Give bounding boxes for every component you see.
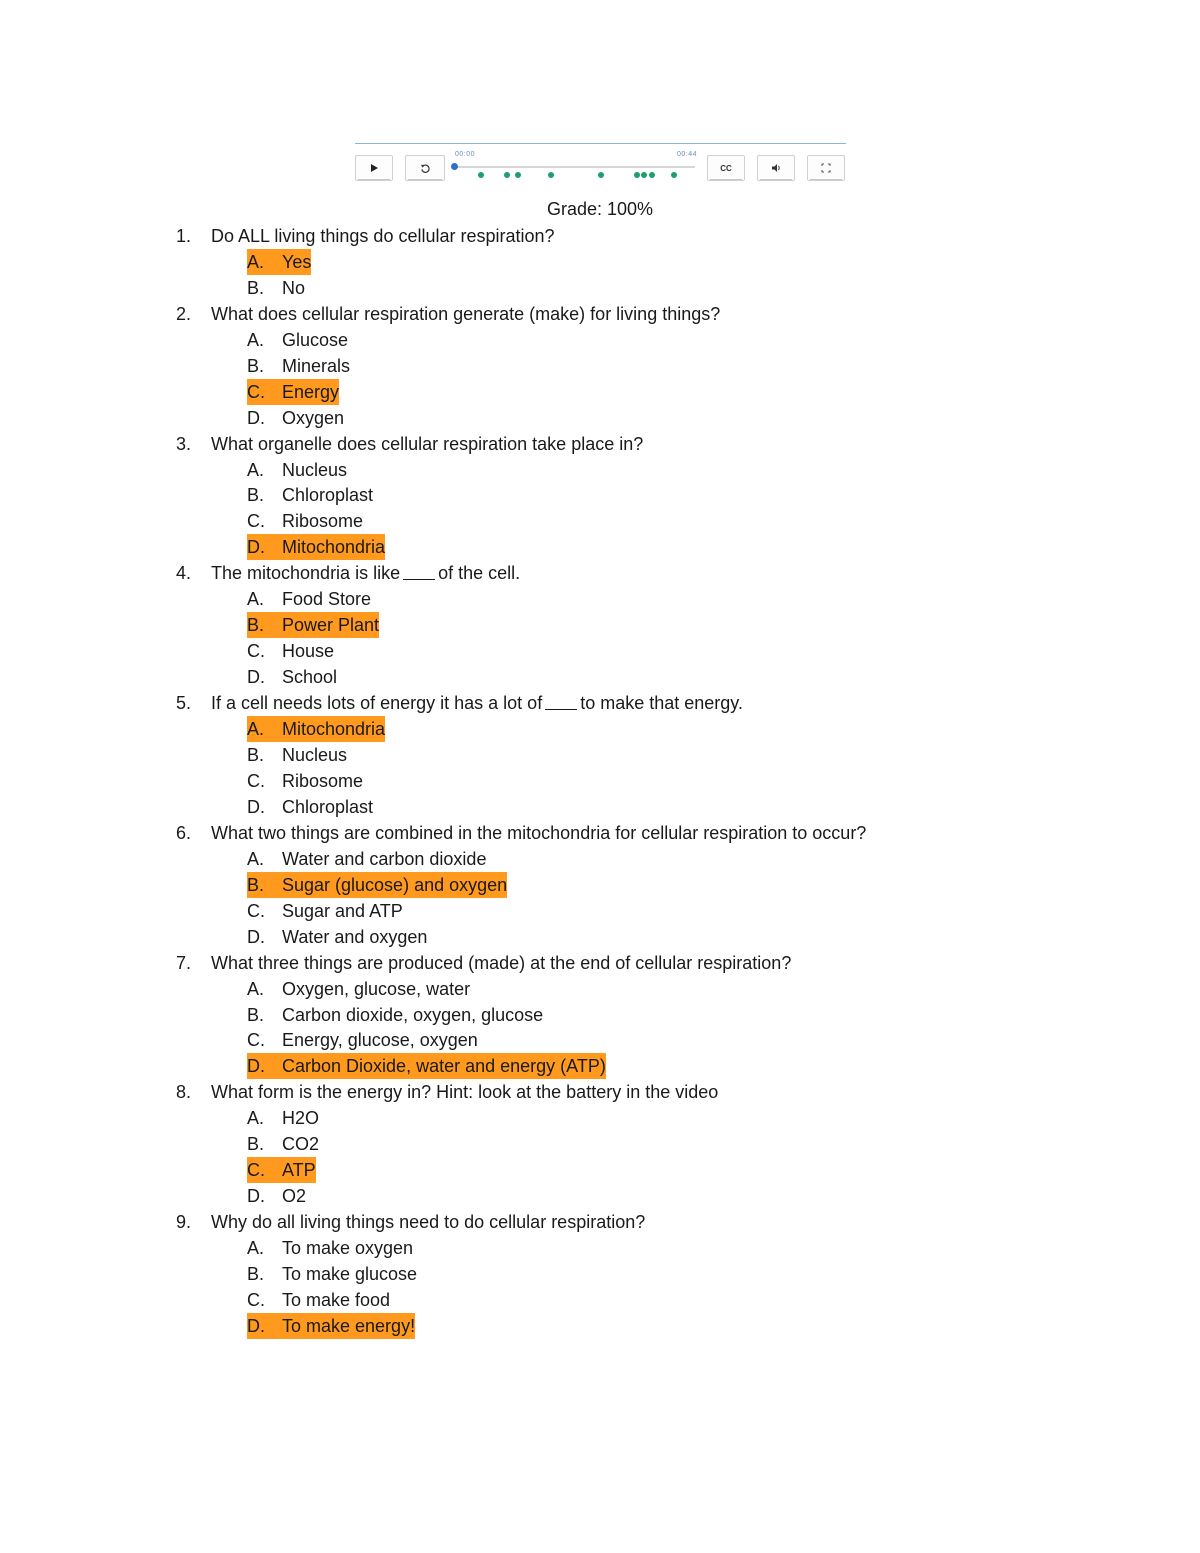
option-text: To make oxygen xyxy=(282,1238,414,1258)
option-text: ATP xyxy=(282,1160,316,1180)
volume-icon xyxy=(771,163,782,173)
option-letter: D. xyxy=(247,537,265,557)
option-letter: A. xyxy=(247,1108,265,1128)
option-letter: B. xyxy=(247,278,265,298)
correct-answer-highlight xyxy=(247,872,507,898)
question-number: 7. xyxy=(176,953,192,973)
option-text: Water and oxygen xyxy=(282,927,428,947)
timeline-marker[interactable] xyxy=(671,172,677,178)
option-text: Ribosome xyxy=(282,511,364,531)
question-number: 2. xyxy=(176,304,192,324)
option-letter: B. xyxy=(247,615,265,635)
captions-button[interactable] xyxy=(707,155,745,181)
question-number: 8. xyxy=(176,1082,192,1102)
option-letter: D. xyxy=(247,927,265,947)
question-text: What does cellular respiration generate (make) for living things? xyxy=(211,304,721,324)
captions-label: CC xyxy=(720,163,732,173)
option-letter: A. xyxy=(247,979,265,999)
option-text: Oxygen xyxy=(282,408,345,428)
option-text: Sugar and ATP xyxy=(282,901,403,921)
grade-heading: Grade: 100% xyxy=(546,199,654,219)
timeline-marker[interactable] xyxy=(548,172,554,178)
option-letter: C. xyxy=(247,1160,265,1180)
option-text: Nucleus xyxy=(282,460,348,480)
question-number: 1. xyxy=(176,226,192,246)
question-text: What organelle does cellular respiration take place in? xyxy=(211,434,644,454)
option-letter: A. xyxy=(247,252,265,272)
option-letter: B. xyxy=(247,485,265,505)
option-letter: A. xyxy=(247,460,265,480)
answer-row xyxy=(247,275,305,301)
option-letter: D. xyxy=(247,797,265,817)
answer-row xyxy=(247,1002,543,1028)
option-text: Chloroplast xyxy=(282,797,374,817)
timeline-marker[interactable] xyxy=(598,172,604,178)
question-number: 5. xyxy=(176,693,192,713)
question-text xyxy=(211,560,520,586)
answer-row xyxy=(247,353,350,379)
option-letter: C. xyxy=(247,382,265,402)
option-text: Glucose xyxy=(282,330,349,350)
option-letter: C. xyxy=(247,901,265,921)
volume-button[interactable] xyxy=(757,155,795,181)
option-letter: D. xyxy=(247,1186,265,1206)
answer-row xyxy=(247,638,334,664)
answer-row xyxy=(247,1027,478,1053)
option-text: School xyxy=(282,667,338,687)
option-text: H2O xyxy=(282,1108,320,1128)
question-text: Why do all living things need to do cellular respiration? xyxy=(211,1212,646,1232)
answer-row xyxy=(247,1183,306,1209)
option-text: Sugar (glucose) and oxygen xyxy=(282,875,508,895)
option-text: House xyxy=(282,641,335,661)
option-text: Chloroplast xyxy=(282,485,374,505)
question-text: What three things are produced (made) at the end of cellular respiration? xyxy=(211,953,792,973)
answer-row xyxy=(247,898,403,924)
answer-row xyxy=(247,1287,390,1313)
correct-answer-highlight xyxy=(247,612,379,638)
question-number: 6. xyxy=(176,823,192,843)
option-letter: D. xyxy=(247,667,265,687)
timeline-marker[interactable] xyxy=(634,172,640,178)
answer-row xyxy=(247,924,427,950)
answer-row xyxy=(247,664,337,690)
answer-row xyxy=(247,1105,319,1131)
option-text: Carbon dioxide, oxygen, glucose xyxy=(282,1005,544,1025)
option-letter: C. xyxy=(247,771,265,791)
option-letter: D. xyxy=(247,408,265,428)
timeline-marker[interactable] xyxy=(515,172,521,178)
option-text: O2 xyxy=(282,1186,307,1206)
fill-in-blank xyxy=(545,691,577,710)
option-text: To make energy! xyxy=(282,1316,416,1336)
time-current: 00:00 xyxy=(455,151,476,158)
video-player xyxy=(355,143,846,185)
answer-row xyxy=(247,457,347,483)
answer-row xyxy=(247,508,363,534)
correct-answer-highlight xyxy=(247,1053,606,1079)
answer-row xyxy=(247,586,371,612)
answer-row xyxy=(247,482,373,508)
option-text: Carbon Dioxide, water and energy (ATP) xyxy=(282,1056,606,1076)
option-text: Energy, glucose, oxygen xyxy=(282,1030,478,1050)
option-letter: C. xyxy=(247,511,265,531)
question-text: What form is the energy in? Hint: look at the battery in the video xyxy=(211,1082,719,1102)
fullscreen-icon xyxy=(821,163,831,173)
correct-answer-highlight xyxy=(247,534,385,560)
option-text: Water and carbon dioxide xyxy=(282,849,487,869)
seek-bar[interactable] xyxy=(453,166,695,168)
question-text-before: If a cell needs lots of energy it has a lot of xyxy=(211,693,543,713)
answer-row xyxy=(247,327,348,353)
option-letter: B. xyxy=(247,745,265,765)
fullscreen-button[interactable] xyxy=(807,155,845,181)
option-text: To make food xyxy=(282,1290,391,1310)
option-text: Ribosome xyxy=(282,771,364,791)
play-icon xyxy=(369,163,379,173)
option-letter: D. xyxy=(247,1316,265,1336)
question-text: Do ALL living things do cellular respiration? xyxy=(211,226,555,246)
question-text-after: to make that energy. xyxy=(580,693,743,713)
replay-button[interactable] xyxy=(405,155,445,181)
answer-row xyxy=(247,742,347,768)
question-text-after: of the cell. xyxy=(438,563,521,583)
option-letter: C. xyxy=(247,1290,265,1310)
option-letter: B. xyxy=(247,1005,265,1025)
answer-row xyxy=(247,1235,413,1261)
option-letter: D. xyxy=(247,1056,265,1076)
option-letter: C. xyxy=(247,641,265,661)
question-number: 9. xyxy=(176,1212,192,1232)
correct-answer-highlight xyxy=(247,1157,316,1183)
option-letter: B. xyxy=(247,1264,265,1284)
option-text: Power Plant xyxy=(282,615,380,635)
timeline-marker[interactable] xyxy=(478,172,484,178)
option-letter: C. xyxy=(247,1030,265,1050)
option-letter: A. xyxy=(247,719,265,739)
question-number: 3. xyxy=(176,434,192,454)
correct-answer-highlight xyxy=(247,379,339,405)
option-text: Energy xyxy=(282,382,340,402)
correct-answer-highlight xyxy=(247,716,385,742)
answer-row xyxy=(247,846,486,872)
option-text: Mitochondria xyxy=(282,719,386,739)
option-text: Oxygen, glucose, water xyxy=(282,979,471,999)
option-letter: B. xyxy=(247,875,265,895)
correct-answer-highlight xyxy=(247,249,311,275)
question-text-before: The mitochondria is like xyxy=(211,563,401,583)
answer-row xyxy=(247,1131,319,1157)
option-letter: A. xyxy=(247,1238,265,1258)
option-text: CO2 xyxy=(282,1134,320,1154)
option-letter: B. xyxy=(247,356,265,376)
option-text: Food Store xyxy=(282,589,372,609)
answer-row xyxy=(247,976,470,1002)
seek-handle[interactable] xyxy=(451,163,458,170)
answer-row xyxy=(247,405,344,431)
time-total: 00:44 xyxy=(677,151,698,158)
timeline-marker[interactable] xyxy=(504,172,510,178)
answer-row xyxy=(247,794,373,820)
question-text: What two things are combined in the mitochondria for cellular respiration to occur? xyxy=(211,823,867,843)
option-text: To make glucose xyxy=(282,1264,418,1284)
correct-answer-highlight xyxy=(247,1313,415,1339)
option-text: Yes xyxy=(282,252,312,272)
play-button[interactable] xyxy=(355,155,393,181)
replay-icon xyxy=(420,163,431,174)
question-text xyxy=(211,690,743,716)
option-letter: A. xyxy=(247,330,265,350)
timeline-marker[interactable] xyxy=(641,172,647,178)
answer-row xyxy=(247,768,363,794)
option-text: Mitochondria xyxy=(282,537,386,557)
option-letter: A. xyxy=(247,589,265,609)
fill-in-blank xyxy=(403,561,435,580)
timeline-marker[interactable] xyxy=(649,172,655,178)
player-top-border xyxy=(355,143,846,144)
question-number: 4. xyxy=(176,563,192,583)
option-letter: B. xyxy=(247,1134,265,1154)
option-text: Minerals xyxy=(282,356,351,376)
answer-row xyxy=(247,1261,417,1287)
option-text: Nucleus xyxy=(282,745,348,765)
option-text: No xyxy=(282,278,306,298)
option-letter: A. xyxy=(247,849,265,869)
